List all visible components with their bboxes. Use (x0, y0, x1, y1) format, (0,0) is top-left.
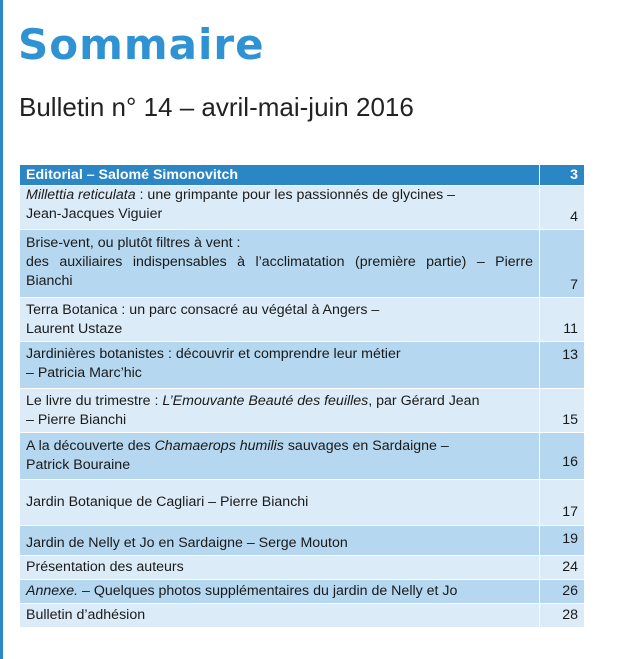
toc-entry-line: , par Gérard Jean (368, 393, 480, 409)
toc-entry-text (20, 556, 540, 580)
toc-entry-text (20, 389, 540, 433)
toc-header-title: Editorial – Salomé Simonovitch (20, 165, 540, 186)
toc-row (20, 580, 585, 604)
toc-entry-author: Laurent Ustaze (26, 321, 123, 337)
toc-entry-author: – Patricia Marc’hic (26, 365, 142, 381)
toc-entry-page: 26 (540, 580, 585, 604)
toc-entry-page: 19 (540, 526, 585, 556)
toc-entry-page: 11 (540, 298, 585, 342)
toc-entry-line: sauvages en Sardaigne – (283, 438, 449, 454)
toc-row (20, 230, 585, 298)
toc-entry-line: : une grimpante pour les passionnés de glycines – (135, 187, 456, 203)
toc-entry-author: Bianchi (26, 273, 73, 289)
toc-row (20, 604, 585, 628)
page-title: Sommaire (18, 20, 265, 69)
toc-entry-page: 24 (540, 556, 585, 580)
toc-row (20, 389, 585, 433)
toc-entry-page: 13 (540, 342, 585, 389)
toc-entry-page: 16 (540, 433, 585, 480)
toc-entry-text (20, 604, 540, 628)
toc-entry-line: Jardin de Nelly et Jo en Sardaigne – Serge Mouton (26, 535, 348, 551)
toc-entry-author: Jean-Jacques Viguier (26, 206, 163, 222)
toc-entry-text (20, 580, 540, 604)
toc-row (20, 186, 585, 230)
bulletin-subtitle: Bulletin n° 14 – avril-mai-juin 2016 (19, 92, 414, 122)
toc-entry-author: – Pierre Bianchi (26, 412, 127, 428)
toc-row (20, 556, 585, 580)
toc-entry-italic: Annexe. (26, 583, 79, 599)
toc-entry-page: 17 (540, 480, 585, 526)
toc-entry-line: Jardin Botanique de Cagliari – Pierre Bianchi (26, 494, 309, 510)
toc-entry-italic: Millettia reticulata (26, 187, 136, 203)
toc-entry-line: Brise-vent, ou plutôt filtres à vent : (26, 235, 241, 251)
toc-entry-page: 4 (540, 186, 585, 230)
toc-entry-line: Présentation des auteurs (26, 559, 184, 575)
toc-entry-text (20, 480, 540, 526)
table-of-contents (19, 164, 585, 628)
toc-row (20, 433, 585, 480)
toc-entry-line: – Quelques photos supplémentaires du jardin de Nelly et Jo (78, 583, 458, 599)
toc-entry-text (20, 342, 540, 389)
toc-entry-page: 28 (540, 604, 585, 628)
toc-entry-text (20, 186, 540, 230)
toc-entry-text (20, 526, 540, 556)
toc-entry-line: Jardinières botanistes : découvrir et comprendre leur métier (26, 346, 401, 362)
toc-entry-line: Le livre du trimestre : (26, 393, 163, 409)
toc-entry-page: 7 (540, 230, 585, 298)
toc-row (20, 298, 585, 342)
toc-entry-line: Terra Botanica : un parc consacré au végétal à Angers – (26, 302, 380, 318)
toc-entry-page: 15 (540, 389, 585, 433)
toc-entry-italic: Chamaerops humilis (154, 438, 284, 454)
toc-row (20, 342, 585, 389)
toc-entry-text (20, 298, 540, 342)
toc-entry-line: Bulletin d’adhésion (26, 607, 146, 623)
toc-row (20, 480, 585, 526)
toc-header-row (20, 165, 585, 186)
toc-entry-line: des auxiliaires indispensables à l’acclimatation (première partie) – Pierre (26, 254, 533, 270)
left-edge-rule (0, 0, 3, 659)
toc-entry-line: A la découverte des (26, 438, 155, 454)
toc-header-page: 3 (540, 165, 585, 186)
toc-entry-italic: L’Emouvante Beauté des feuilles (162, 393, 369, 409)
toc-entry-text (20, 433, 540, 480)
toc-entry-author: Patrick Bouraine (26, 457, 131, 473)
toc-row (20, 526, 585, 556)
toc-entry-text (20, 230, 540, 298)
